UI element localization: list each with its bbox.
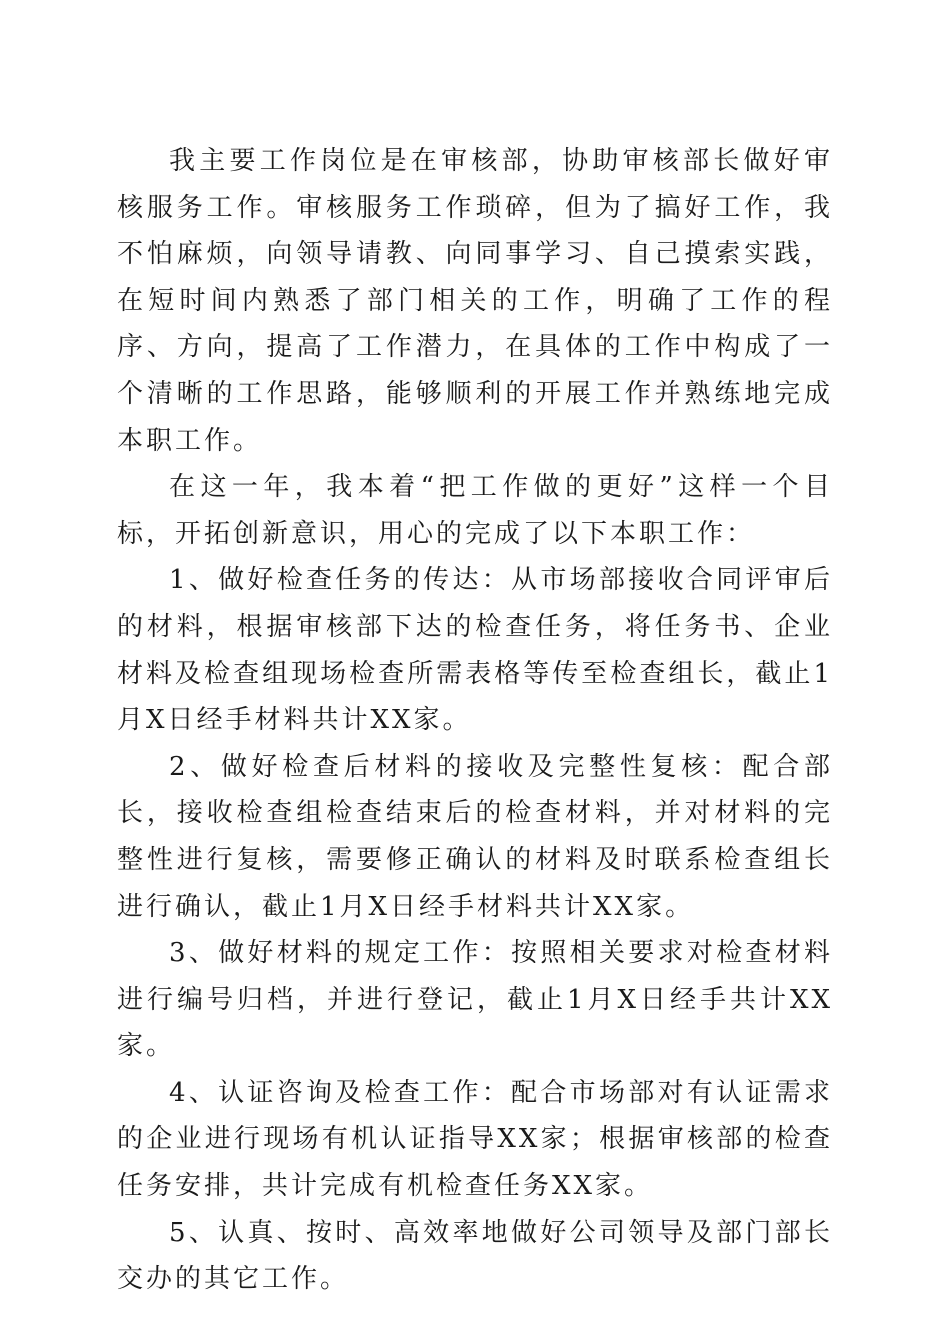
paragraph-item-3: 3、做好材料的规定工作：按照相关要求对检查材料进行编号归档，并进行登记，截止1月X日经手共计XX家。 (117, 938, 833, 1062)
paragraph-goal: 在这一年，我本着“把工作做的更好”这样一个目标，开拓创新意识，用心的完成了以下本职工作： (117, 472, 833, 549)
paragraph-item-2: 2、做好检查后材料的接收及完整性复核：配合部长，接收检查组检查结束后的检查材料，并对材料的完整性进行复核，需要修正确认的材料及时联系检查组长进行确认，截止1月X日经手材料共计XX家。 (117, 751, 833, 922)
paragraph-item-5: 5、认真、按时、高效率地做好公司领导及部门部长交办的其它工作。 (117, 1217, 833, 1295)
paragraph-intro: 我主要工作岗位是在审核部，协助审核部长做好审核服务工作。审核服务工作琐碎，但为了搞好工作，我不怕麻烦，向领导请教、向同事学习、自己摸索实践，在短时间内熟悉了部门相关的工作，明确了工作的程序、方向，提高了工作潜力，在具体的工作中构成了一个清晰的工作思路，能够顺利的开展工作并熟练地完成本职工作。 (117, 146, 833, 456)
paragraph-item-1: 1、做好检查任务的传达：从市场部接收合同评审后的材料，根据审核部下达的检查任务，将任务书、企业材料及检查组现场检查所需表格等传至检查组长，截止1月X日经手材料共计XX家。 (117, 565, 833, 736)
document-body (117, 138, 833, 1303)
paragraph-item-4: 4、认证咨询及检查工作：配合市场部对有认证需求的企业进行现场有机认证指导XX家；根据审核部的检查任务安排，共计完成有机检查任务XX家。 (117, 1077, 833, 1202)
